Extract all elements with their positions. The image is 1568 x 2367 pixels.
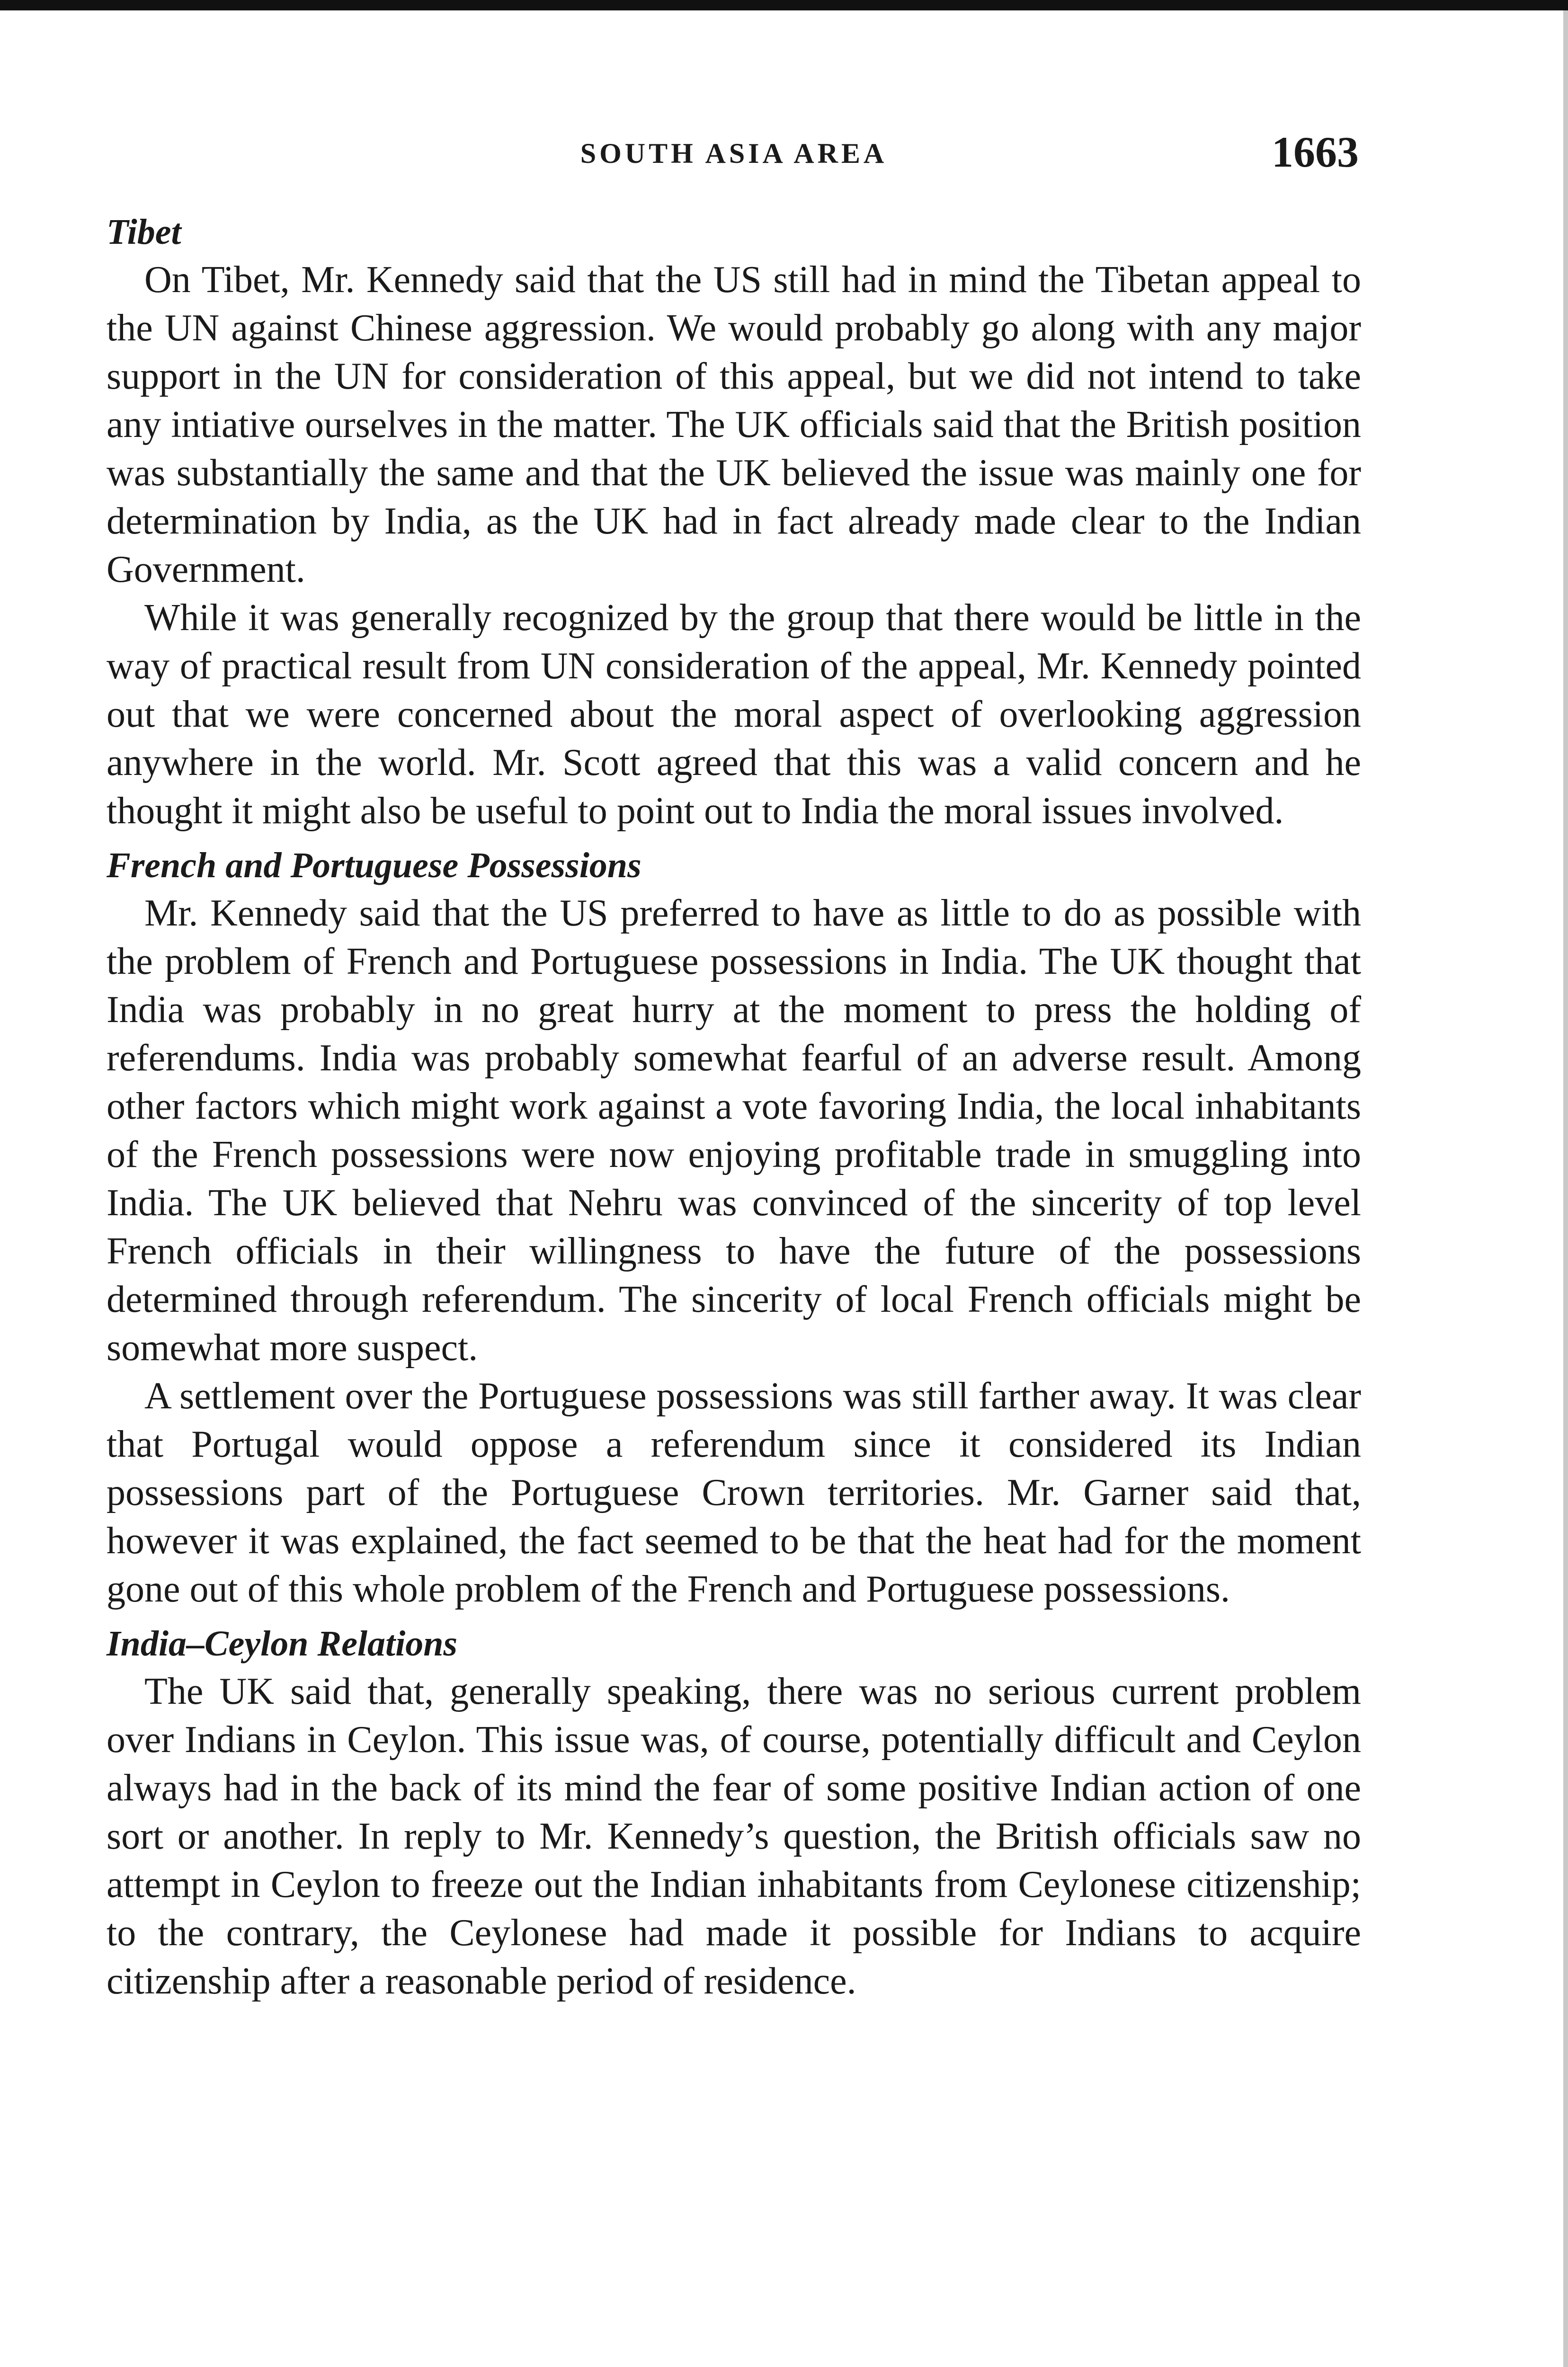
section-heading: Tibet (107, 212, 181, 252)
paragraph: Mr. Kennedy said that the US preferred to have as little to do as possible with the problem of French and Portuguese possessions in India. The UK thought that India was probably in no great hurry at the moment to press the holding of referendums. India was probably somewhat fearful of an adverse result. Among other factors which might work against a vote favoring India, the local inhabitants of the French possessions were now enjoying profitable trade in smuggling into India. The UK believed that Nehru was convinced of the sincerity of top level French officials in their willingness to have the future of the possessions determined through referendum. The sincerity of local French officials might be somewhat more suspect. (107, 892, 1361, 1369)
paragraph: On Tibet, Mr. Kennedy said that the US still had in mind the Tibetan appeal to the UN against Chinese aggression. We would probably go along with any major support in the UN for consideration of this appeal, but we did not intend to take any intiative ourselves in the matter. The UK officials said that the British position was substantially the same and that the UK believed the issue was mainly one for determination by India, as the UK had in fact already made clear to the Indian Government. (107, 259, 1361, 590)
paragraph: The UK said that, generally speaking, there was no serious current problem over Indians in Ceylon. This issue was, of course, potentially difficult and Ceylon always had in the back of its mind the fear of some positive Indian action of one sort or another. In reply to Mr. Kennedy’s question, the British officials saw no attempt in Ceylon to freeze out the Indian inhabitants from Ceylonese citizenship; to the contrary, the Ceylonese had made it possible for Indians to acquire citizenship after a reasonable period of residence. (107, 1671, 1361, 2002)
paragraph: A settlement over the Portuguese possessions was still farther away. It was clear that Portugal would oppose a referendum since it considered its Indian possessions part of the Portuguese Crown territories. Mr. Garner said that, however it was explained, the fact seemed to be that the heat had for the moment gone out of this whole problem of the French and Portuguese possessions. (107, 1375, 1361, 1610)
section-india-ceylon-relations (107, 1620, 1361, 2005)
top-border-rule (0, 0, 1568, 10)
page-header (109, 127, 1359, 179)
section-tibet (107, 208, 1361, 835)
section-heading: India–Ceylon Relations (107, 1624, 458, 1664)
page-edge-shadow (1563, 10, 1568, 2367)
page-body (107, 208, 1361, 2005)
running-head: SOUTH ASIA AREA (580, 138, 888, 169)
section-french-portuguese-possessions (107, 842, 1361, 1613)
section-heading: French and Portuguese Possessions (107, 845, 641, 885)
paragraph: While it was generally recognized by the group that there would be little in the way of practical result from UN consideration of the appeal, Mr. Kennedy pointed out that we were concerned about the moral aspect of overlooking aggression anywhere in the world. Mr. Scott agreed that this was a valid concern and he thought it might also be useful to point out to India the moral issues involved. (107, 597, 1361, 832)
page-number: 1663 (1272, 128, 1359, 176)
